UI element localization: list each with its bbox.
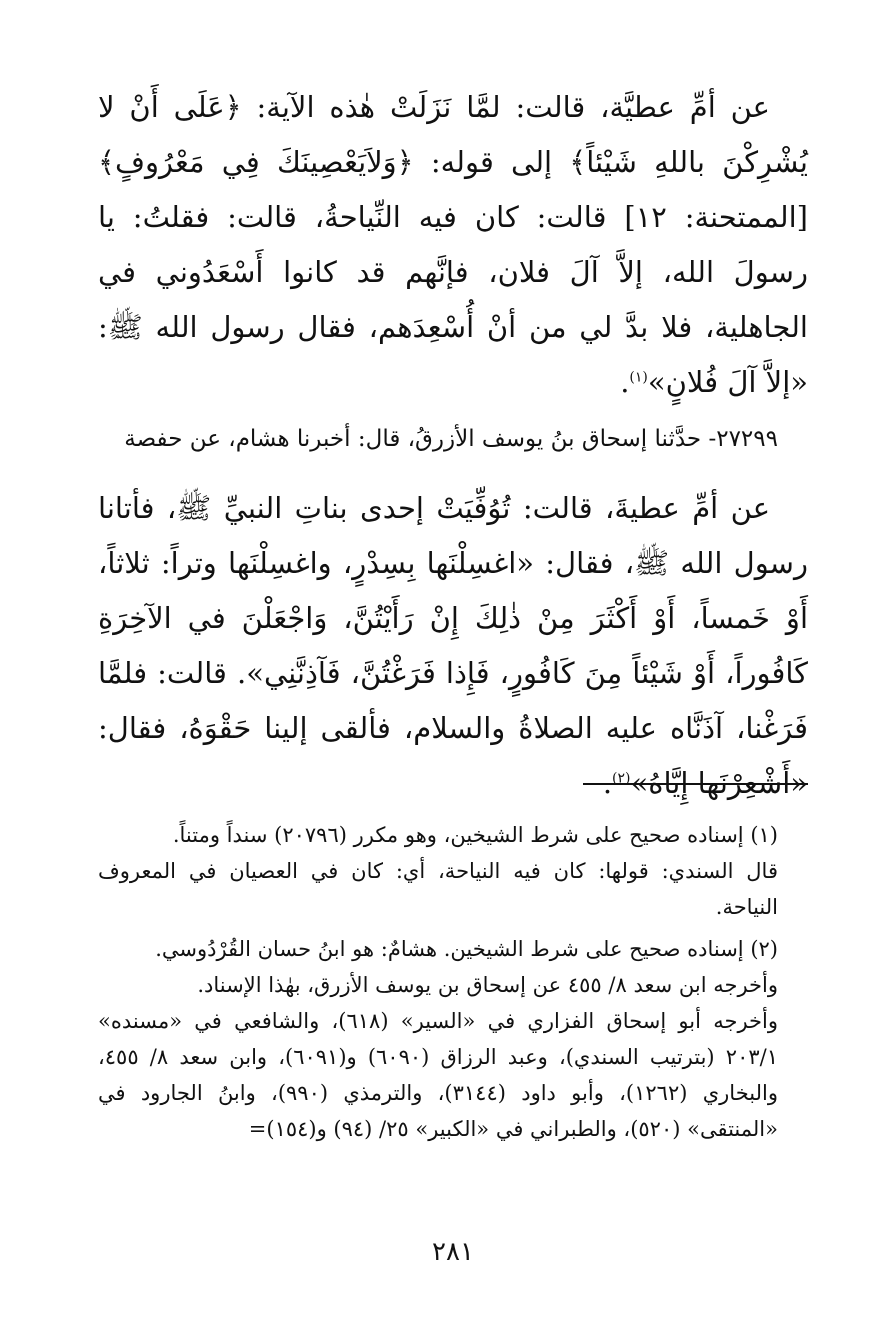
footnote-1-line-2: قال السندي: قولها: كان فيه النياحة، أي: كان في العصيان في المعروف النياحة.: [98, 859, 778, 919]
hadith-header-text: ٢٧٢٩٩- حدَّثنا إسحاق بنُ يوسف الأزرقُ، قال: أخبرنا هشام، عن حفصة: [124, 426, 778, 452]
page-body: [98, 80, 808, 1267]
hadith-chain-header: [98, 420, 808, 458]
footnote-2-line-3: وأخرجه أبو إسحاق الفزاري في «السير» (٦١٨)، والشافعي في «مسنده» ٢٠٣/١ (بترتيب السندي)، وعبد الرزاق (٦٠٩٠) و(٦٠٩١)، وابن سعد ٨/ ٤٥٥، والبخاري (١٢٦٢)، وأبو داود (٣١٤٤)، والترمذي (٩٩٠)، وابنُ الجارود في «المنتقى» (٥٢٠)، والطبراني في «الكبير» ٢٥/ (٩٤) و(١٥٤)=: [98, 1009, 778, 1141]
page-number: ٢٨١: [432, 1237, 474, 1267]
hadith-text-paragraph-1: عن أمِّ عطيَّة، قالت: لمَّا نَزَلَتْ هٰذه الآية: ﴿عَلَى أَنْ لا يُشْرِكْنَ باللهِ شَيْئاً﴾ إلى قوله: ﴿وَلاَيَعْصِينَكَ فِي مَعْرُوفٍ﴾ [الممتحنة: ١٢] قالت: كان فيه النِّياحةُ، قالت: فقلتُ: يا رسولَ الله، إلاَّ آلَ فلان، فإنَّهم قد كانوا أَسْعَدُوني في الجاهلية، فلا بدَّ لي من أنْ أُسْعِدَهم، فقال رسول الله ﷺ: «إلاَّ آلَ فُلانٍ»$^{(١)}$.: [98, 90, 808, 399]
footnote-ref-1: (١): [629, 369, 648, 386]
footnote-2-line-2: وأخرجه ابن سعد ٨/ ٤٥٥ عن إسحاق بن يوسف الأزرق، بهٰذا الإسناد.: [197, 973, 778, 997]
paragraph-2-text: عن أمِّ عطيةَ، قالت: تُوُفِّيَتْ إحدى بناتِ النبيِّ ﷺ، فأتانا رسول الله ﷺ، فقال: «اغسِلْنَها بِسِدْرٍ، واغسِلْنَها وتراً: ثلاثاً، أَوْ خَمساً، أَوْ أَكْثَرَ مِنْ ذٰلِكَ إِنْ رَأَيْتُنَّ، وَاجْعَلْنَ في الآخِرَةِ كَافُوراً، أَوْ شَيْئاً مِنَ كَافُورٍ، فَإِذا فَرَغْتُنَّ، فَآذِنَّنِي». قالت: فلمَّا فَرَغْنا، آذَنَّاه عليه الصلاةُ والسلام، فألقى إلينا حَقْوَهُ، فقال: «أَشْعِرْنَها إِيَّاهُ»: [98, 491, 808, 800]
footnotes-section: [98, 817, 808, 1147]
hadith-text-paragraph-2: عن أمِّ عطيةَ، قالت: تُوُفِّيَتْ إحدى بناتِ النبيِّ ﷺ، فأتانا رسول الله ﷺ، فقال: «اغسِلْنَها بِسِدْرٍ، واغسِلْنَها وتراً: ثلاثاً، أَوْ خَمساً، أَوْ أَكْثَرَ مِنْ ذٰلِكَ إِنْ رَأَيْتُنَّ، وَاجْعَلْنَ في الآخِرَةِ كَافُوراً، أَوْ شَيْئاً مِنَ كَافُورٍ، فَإِذا فَرَغْتُنَّ، فَآذِنَّنِي». قالت: فلمَّا فَرَغْنا، آذَنَّاه عليه الصلاةُ والسلام، فألقى إلينا حَقْوَهُ، فقال: «أَشْعِرْنَها إِيَّاهُ»$^{(٢)}$.: [98, 491, 808, 800]
footnote-2-line-1: (٢) إسناده صحيح على شرط الشيخين. هشامٌ: هو ابنُ حسان القُرْدُوسي.: [155, 937, 778, 961]
footnote-separator: [583, 783, 808, 785]
paragraph-1-text: عن أمِّ عطيَّة، قالت: لمَّا نَزَلَتْ هٰذه الآية: ﴿عَلَى أَنْ لا يُشْرِكْنَ باللهِ شَيْئاً﴾ إلى قوله: ﴿وَلاَيَعْصِينَكَ فِي مَعْرُوفٍ﴾ [الممتحنة: ١٢] قالت: كان فيه النِّياحةُ، قالت: فقلتُ: يا رسولَ الله، إلاَّ آلَ فلان، فإنَّهم قد كانوا أَسْعَدُوني في الجاهلية، فلا بدَّ لي من أنْ أُسْعِدَهم، فقال رسول الله ﷺ: «إلاَّ آلَ فُلانٍ»: [98, 90, 808, 399]
footnote-1-line-1: (١) إسناده صحيح على شرط الشيخين، وهو مكرر (٢٠٧٩٦) سنداً ومتناً.: [172, 823, 778, 847]
footnote-ref-2: (٢): [612, 770, 631, 787]
